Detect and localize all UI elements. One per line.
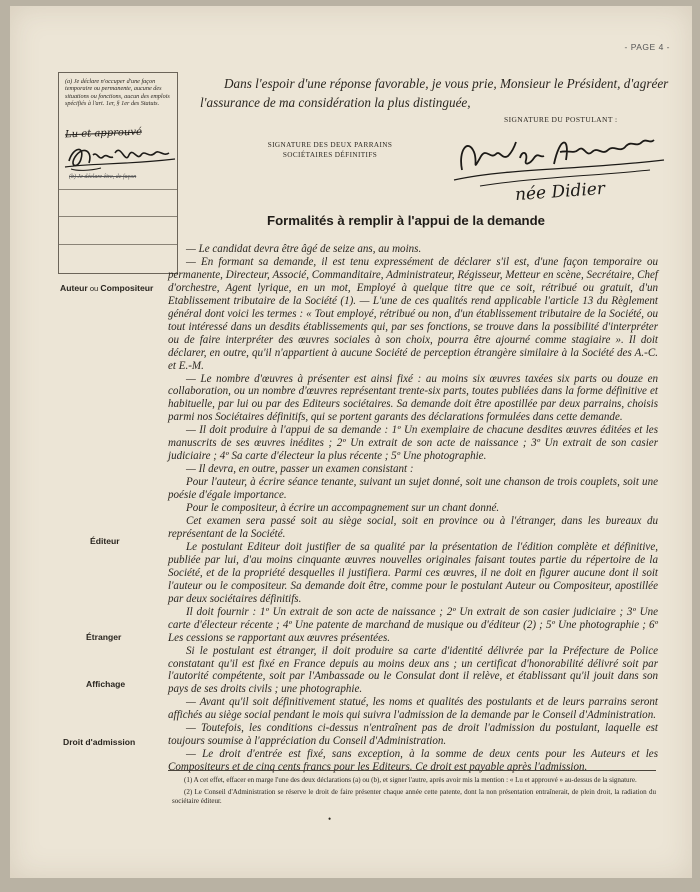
- paragraph: Pour l'auteur, à écrire séance tenante, suivant un sujet donné, soit une chanson de trois couplets, soit une poésie d'égale importance.: [168, 476, 658, 502]
- margin-label-editeur: Éditeur: [90, 536, 120, 546]
- footnote: (1) A cet effet, effacer en marge l'une des deux déclarations (a) ou (b), et signer l'autre, après avoir mis la mention : « Lu et approuvé » au-dessus de la signature.: [184, 776, 637, 784]
- paragraph: — Le nombre d'œuvres à présenter est ainsi fixé : au moins six œuvres taxées six parts ou douze en collaboration, ou un nombre d'œuvres représentant trente-six parts, toutes publiées dans la forme définitive et habituelle, par lui ou par des Editeurs sociétaires. Sa demande doit être apostillée par deux parrains, choisis parmi nos Sociétaires définitifs, qui se portent garants des déclarations formulées dans cette demande.: [168, 372, 658, 424]
- handwritten-approval: Lu et approuvé: [64, 126, 143, 141]
- ornament-dot: •: [328, 814, 332, 824]
- paragraph: — En formant sa demande, il est tenu expressément de déclarer s'il est, d'une façon temporaire ou permanente, Directeur, Associé, Commanditaire, Administrateur, Régisseur, Metteur en scène, Secrétaire, Chef d'orchestre, Agent lyrique, en un mot, Employé à quelque titre que ce soit, rétribué ou gratuit, d'un Etablissement tributaire de la Société (1). — L'une de ces qualités rend applicable l'article 13 du Règlement général dont voici les termes : « Tout employé, rétribué ou non, d'un établissement tributaire de la Société, ou tout intéressé dans un desdits établissements qui, par ses fonctions, se trouve dans la possibilité d'interpréter ou de faire interpréter des œuvres sociales à son choix, pourra être ajourné comme stagiaire ». Il doit déclarer, en outre, qu'il n'appartient à aucune Société de perception étrangère similaire à la Société des A.-C. et E.-M.: [168, 255, 658, 372]
- signature-postulant-label: SIGNATURE DU POSTULANT :: [504, 115, 618, 124]
- signature-parrains-label: SIGNATURE DES DEUX PARRAINS SOCIÉTAIRES DÉFINITIFS: [267, 141, 393, 159]
- footnote-rule: [168, 770, 656, 771]
- margin-label-etranger: Étranger: [86, 632, 122, 642]
- body-text: [168, 243, 658, 774]
- handwritten-maiden-name: née Didier: [514, 178, 606, 206]
- paragraph: — Le droit d'entrée est fixé, sans exception, à la somme de deux cents pour les Auteurs et les Compositeurs et de cinq cents francs pour les Editeurs. Ce droit est payable après l'admission.: [168, 748, 658, 774]
- margin-label-droit: Droit d'admission: [63, 737, 136, 747]
- declaration-box: [58, 72, 178, 274]
- paragraph: — Le candidat devra être âgé de seize ans, au moins.: [186, 243, 422, 255]
- closing-paragraph: Dans l'espoir d'une réponse favorable, je vous prie, Monsieur le Président, d'agréer l'assurance de ma considération la plus distinguée,: [200, 76, 669, 110]
- declaration-b-text: (b) Je déclare être, de façon: [69, 174, 137, 180]
- paragraph: Si le postulant est étranger, il doit produire sa carte d'identité délivrée par la Préfecture de Police constatant qu'il est fixé en France depuis au moins deux ans ; un certificat d'honorabilité délivré soit par l'autorité compétente, soit par l'Ambassade ou le Consulat dont il relève, et établissant qu'il jouit dans son pays de ses droits civils ; une photographie.: [168, 644, 658, 696]
- footnotes: [172, 776, 656, 810]
- margin-label-auteur: Auteur ou Compositeur: [60, 283, 154, 293]
- paragraph: — Toutefois, les conditions ci-dessus n'entraînent pas de droit l'admission du postulant, laquelle est toujours soumise à l'appréciation du Conseil d'Administration.: [168, 722, 658, 748]
- decl-rule: [59, 189, 177, 190]
- document-page: [10, 6, 692, 878]
- declaration-a-text: (a) Je déclare n'occuper d'une façon temporaire ou permanente, aucune des situations ou fonctions, aucun des emplois spécifiés à l'art. 1er, § 1er des Statuts.: [65, 78, 170, 108]
- paragraph: — Avant qu'il soit définitivement statué, les noms et qualités des postulants et de leurs parrains seront affichés au siège social pendant le mois qui suivra l'admission de la demande par le Conseil d'Administration.: [168, 696, 658, 722]
- paragraph: — Il devra, en outre, passer un examen consistant :: [186, 463, 414, 476]
- page-number: - PAGE 4 -: [624, 42, 670, 52]
- paragraph: Il doit fournir : 1º Un extrait de son acte de naissance ; 2º Un extrait de son casier judiciaire ; 3º Une carte d'électeur récente ; 4º Une patente de marchand de musique ou d'éditeur (2) ; 5º Une photographie ; 6º Les cessions se rapportant aux œuvres présentées.: [168, 605, 658, 644]
- decl-rule: [59, 244, 177, 245]
- paragraph: Pour le compositeur, à écrire un accompagnement sur un chant donné.: [186, 502, 500, 515]
- section-title: Formalités à remplir à l'appui de la demande: [267, 213, 545, 228]
- paragraph: Le postulant Editeur doit justifier de sa qualité par la présentation de l'édition complète et définitive, publiée par lui, d'au moins cinquante œuvres nouvelles originales faisant toutes partie du répertoire de la Société, et de la propriété desquelles il justifiera. Parmi ces œuvres, il ne doit en figurer aucune dont il soit l'auteur ou le compositeur. Sa demande doit être, comme pour le postulant Auteur ou Compositeur, apostillée par deux sociétaires définitifs.: [168, 540, 658, 605]
- paragraph: Cet examen sera passé soit au siège social, soit en province ou à l'étranger, dans les bureaux du représentant de la Société.: [168, 515, 658, 540]
- paragraph: — Il doit produire à l'appui de sa demande : 1º Un exemplaire de chacune desdites œuvres éditées et les manuscrits de ses œuvres inédites ; 2º Un extrait de son acte de naissance ; 3º Un extrait de son casier judiciaire ; 4º Sa carte d'électeur la plus récente ; 5º Une photographie.: [168, 424, 658, 463]
- footnote: (2) Le Conseil d'Administration se réserve le droit de faire présenter chaque année cette patente, dont la non présentation entraînerait, de plein droit, la radiation du sociétaire éditeur.: [172, 788, 656, 806]
- small-signature: [63, 141, 178, 175]
- margin-label-affichage: Affichage: [86, 679, 126, 689]
